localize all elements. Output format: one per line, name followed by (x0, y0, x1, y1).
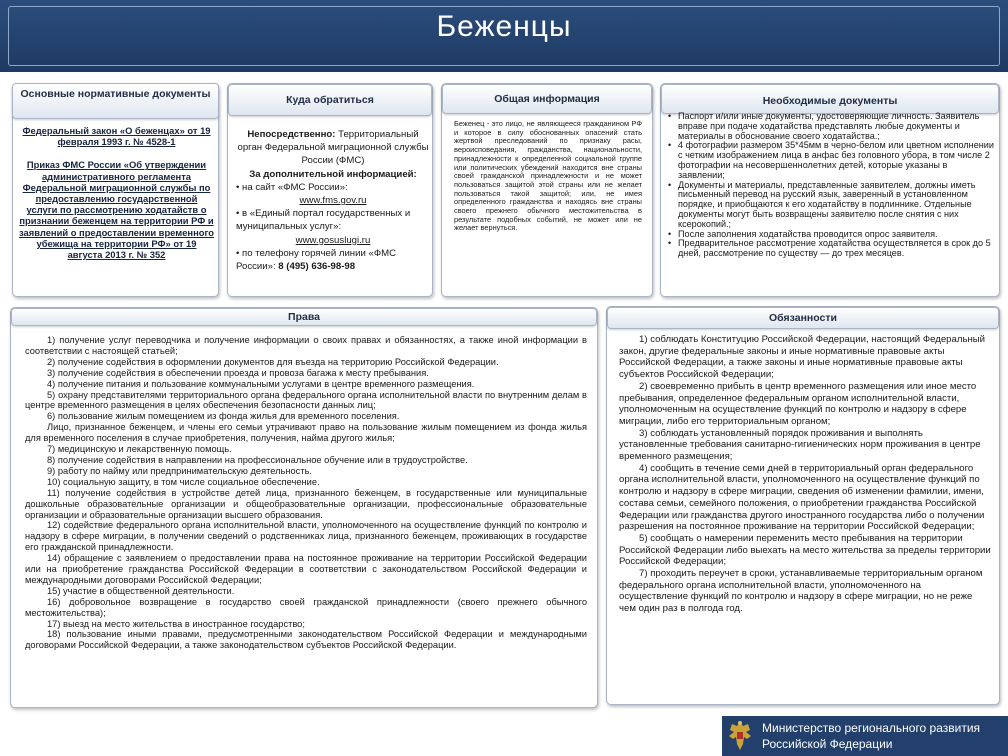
gosuslugi-link[interactable]: www.gosuslugi.ru (295, 234, 371, 246)
obligations-body (619, 334, 991, 615)
rights-item: 17) выезд на место жительства в иностранное государство; (47, 618, 305, 629)
general-info-text: Беженец - это лицо, не являющееся гражданином РФ и которое в силу обоснованных опасений стать жертвой преследований по признаку расы, вероисповедания, гражданства, национальности, принадлежности к определенной социальной группе или политических убеждений находится вне страны своей гражданской принадлежности и не может пользоваться защитой этой страны или не желает пользоваться такой защитой; или, не имея определенного гражданства и находясь вне страны своего прежнего обычного местожительства в результате подобных событий, не может или не желает вернуться. (454, 119, 642, 233)
ministry-line-2: Российской Федерации (762, 737, 893, 751)
portal-text: • в «Единый портал государственных и муниципальных услуг»: (236, 208, 411, 233)
obligations-panel (606, 306, 1000, 705)
obligation-item: 4) сообщить в течение семи дней в территориальный орган федерального органа исполнительной власти, уполномоченного на осуществление функций по контролю и надзору в сфере миграции, сведения об изменении фамилии, имени, состава семьи, семейного положения, о приобретении гражданства Российской Федерации или гражданства другого иностранного государства либо о получении разрешения на постоянное проживание на территории Российской Федерации; (619, 462, 985, 533)
direct-text: Территориальный орган Федеральной миграционной службы России (ФМС) (237, 129, 429, 167)
rights-panel (10, 307, 598, 708)
rights-item: 16) добровольное возвращение в государство своей гражданской принадлежности (своего прежнего обычного местожительства); (25, 596, 587, 618)
fms-order-link[interactable]: Приказ ФМС России «Об утверждении административного регламента Федеральной миграционной службы по предоставлению государственной услуги по рассмотрению ходатайств о признании беженцем на территории РФ и заявлений о предоставлении временного убежища на территории РФ» от 19 августа 2013 г. № 352 (19, 159, 214, 261)
rights-item: 11) получение содействия в устройстве детей лица, признанного беженцем, в государственные или муниципальные дошкольные образовательные организации и общеобразовательные организации, профессиональные образовательные организации и образовательные организации высшего образования. (25, 487, 587, 520)
rights-item: 9) работу по найму или предпринимательскую деятельность. (47, 465, 313, 476)
obligation-item: 3) соблюдать установленный порядок проживания и выполнять установленные требования санитарно-гигиенических норм проживания в центре временного размещения; (619, 427, 981, 463)
obligation-item: 2) своевременно прибыть в центр временного размещения или иное место пребывания, определенное федеральным органом исполнительной власти, уполномоченным на осуществление функций по контролю и надзору в сфере миграции, либо его территориальным органом; (619, 380, 977, 427)
rights-item: 10) социальную защиту, в том числе социальное обеспечение. (47, 476, 320, 487)
rights-item: 2) получение содействия в оформлении документов для въезда на территорию Российской Федерации. (47, 356, 499, 367)
phone-text: • по телефону горячей линии «ФМС России»: (236, 247, 397, 273)
ministry-badge (722, 716, 1008, 756)
obligations-title: Обязанности (607, 307, 999, 329)
where-to-go-panel (227, 83, 433, 297)
header-banner (0, 0, 1008, 72)
rights-item: 1) получение услуг переводчика и получение информации о своих правах и обязанностях, а также иной информации в соответствии с настоящей статьей; (25, 335, 587, 356)
list-item: • 4 фотографии размером 35*45мм в черно-белом или цветном исполнении с четким изображением лица в анфас без головного убора, в том числе 2 фотографии на несовершеннолетних детей, которые указаны в заявлении; (666, 141, 996, 180)
rights-item: 18) пользование иными правами, предусмотренными законодательством Российской Федерации и международными договорами Российской Федерации, а также законодательством субъектов Российской Федерации. (25, 629, 587, 651)
rights-item: 3) получение содействия в обеспечении проезда и провоза багажа к месту пребывания. (47, 367, 429, 378)
rights-item: 12) содействие федерального органа исполнительной власти, уполномоченного на осуществление функций по контролю и надзору в сфере миграции, в получении сведений о родственниках лица, признанного беженцем, проживающих в государстве его гражданской принадлежности. (25, 520, 587, 553)
rights-title: Права (11, 308, 597, 326)
list-item: • Предварительное рассмотрение ходатайства осуществляется в срок до 5 дней, рассмотрение по существу — до трех месяцев. (666, 239, 996, 259)
page-title: Беженцы (436, 10, 572, 43)
obligation-item: 7) проходить переучет в сроки, устанавливаемые территориальным органом федерального органа исполнительной власти, уполномоченного на осуществление функций по контролю и надзору в сфере миграции, но не реже чем один раз в полгода год. (619, 568, 983, 615)
double-headed-eagle-icon (726, 719, 754, 753)
list-item: • Паспорт и/или иные документы, удостоверяющие личность. Заявитель вправе при подаче ходатайства представлять любые документы и материалы в обоснование своего ходатайства.; (666, 112, 996, 141)
extra-info-label: За дополнительной информацией: (249, 168, 417, 180)
rights-item: Лицо, признанное беженцем, и члены его семьи утрачивают право на пользование жилым помещением из фонда жилья для временного поселения в случае приобретения, получения, найма другого жилья; (25, 422, 587, 444)
list-item: • Документы и материалы, представленные заявителем, должны иметь письменный перевод на русский язык, заверенный в установленном порядке, и приобщаются к его ходатайству в подлиннике. Отдельные документы могут быть возвращены заявителю после снятия с них ксерокопий.; (666, 181, 996, 230)
general-info-panel (441, 83, 653, 297)
rights-body (25, 335, 587, 651)
ministry-name (762, 720, 980, 752)
list-item: • После заполнения ходатайства проводится опрос заявителя. (666, 230, 996, 240)
rights-item: 5) охрану представителями территориального органа федерального органа исполнительной власти по внутренним делам в центре временного размещения в целях обеспечения безопасности данных лиц; (25, 389, 587, 411)
required-docs-title: Необходимые документы (661, 84, 999, 114)
where-to-go-title: Куда обратиться (228, 84, 432, 116)
normative-docs-body (19, 125, 214, 260)
obligation-item: 5) сообщать о намерении переменить место пребывания на территории Российской Федерации либо выехать на место жительства за пределы территории Российской Федерации; (619, 532, 991, 568)
required-docs-panel (660, 83, 1000, 297)
phone-line (236, 247, 430, 273)
refugee-law-link[interactable]: Федеральный закон «О беженцах» от 19 февраля 1993 г. № 4528-1 (22, 125, 211, 148)
site-text: • на сайт «ФМС России»: (236, 181, 348, 193)
phone-number: 8 (495) 636-98-98 (278, 261, 356, 273)
rights-item: 14) обращение с заявлением о предоставлении права на постоянное проживание на территории Российской Федерации или на приобретение гражданства Российской Федерации в соответствии с законодательством Российской Федерации и международными договорами Российской Федерации; (25, 553, 587, 585)
normative-docs-title: Основные нормативные документы (12, 83, 219, 119)
direct-label: Непосредственно: (247, 129, 336, 140)
rights-item: 6) пользование жилым помещением из фонда жилья для временного поселения. (47, 411, 400, 422)
ministry-line-1: Министерство регионального развития (762, 721, 981, 735)
rights-item: 8) получение содействия в направлении на профессиональное обучение или в трудоустройстве. (47, 454, 468, 465)
general-info-title: Общая информация (442, 84, 652, 114)
required-docs-list (666, 112, 996, 259)
fms-site-link[interactable]: www.fms.gov.ru (299, 195, 367, 207)
rights-item: 7) медицинскую и лекарственную помощь. (47, 444, 232, 455)
obligation-item: 1) соблюдать Конституцию Российской Федерации, настоящий Федеральный закон, другие федеральные законы и иные нормативные правовые акты Российской Федерации, а также законы и иные нормативные правовые акты субъектов Российской Федерации; (619, 334, 985, 381)
normative-docs-panel (12, 83, 219, 297)
rights-item: 4) получение питания и пользование коммунальными услугами в центре временного размещения. (47, 378, 475, 389)
rights-item: 15) участие в общественной деятельности. (47, 585, 235, 596)
direct-contact (236, 128, 430, 168)
where-to-go-body (236, 128, 430, 273)
